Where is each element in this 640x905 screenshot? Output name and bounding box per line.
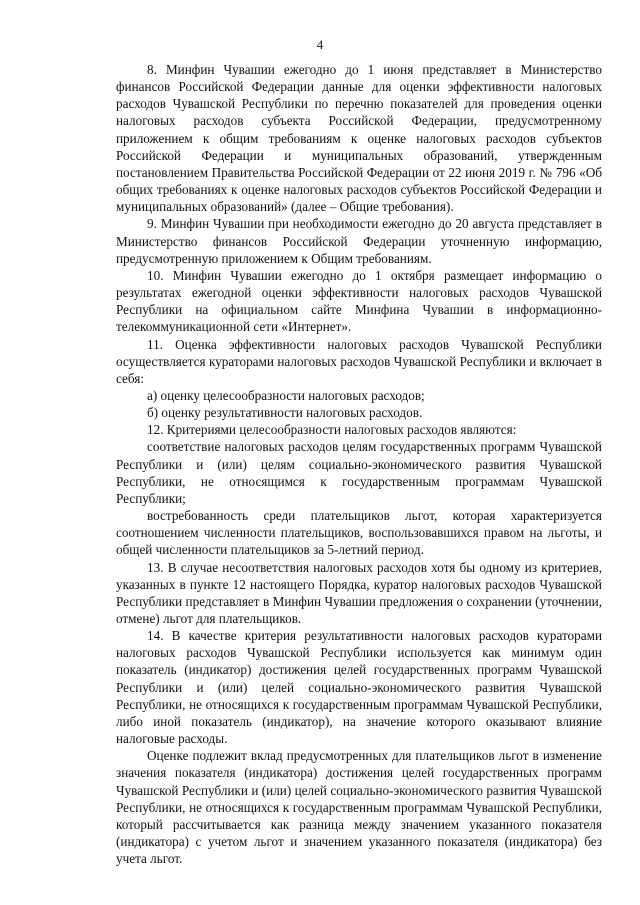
paragraph-13: 13. В случае несоответствия налоговых расходов хотя бы одному из критериев, указанных в пункте 12 настоящего Порядка, куратор налоговых расходов Чувашской Республики представляет в Минфин Чувашии предложения о сохранении (уточнении, отмене) льгот для плательщиков. [116, 559, 602, 626]
paragraph-14: 14. В качестве критерия результативности налоговых расходов кураторами налоговых расходов Чувашской Республики используется как минимум один показатель (индикатор) достижения целей государственных программ Чувашской Республики и (или) целей социально-экономического развития Чувашской Республики, не относящихся к государственным программам Чувашской Республики, либо иной показатель (индикатор), на значение которого оказывают влияние налоговые расходы. [116, 628, 602, 747]
page-number: 4 [316, 37, 324, 52]
paragraph-14-continuation: Оценке подлежит вклад предусмотренных для плательщиков льгот в изменение значения показателя (индикатора) достижения целей государственных программ Чувашской Республики и (или) целей социально-экономического развития Чувашской Республики, не относящихся к государственным программам Чувашской Республики, который рассчитывается как разница между значением указанного показателя (индикатора) с учетом льгот и значением указанного показателя (индикатора) без учета льгот. [116, 748, 602, 867]
paragraph-10: 10. Минфин Чувашии ежегодно до 1 октября размещает информацию о результатах ежегодной оценки эффективности налоговых расходов Чувашской Республики на официальном сайте Минфина Чувашии в информационно-телекоммуникационной сети «Интернет». [116, 267, 602, 335]
paragraph-12: 12. Критериями целесообразности налоговых расходов являются: [147, 422, 517, 438]
paragraph-8: 8. Минфин Чувашии ежегодно до 1 июня представляет в Министерство финансов Российской Федерации данные для оценки эффективности налоговых расходов Чувашской Республики по перечню показателей для проведения оценки налоговых расходов субъекта Российской Федерации, предусмотренному приложением к общим требованиям к оценке налоговых расходов субъектов Российской Федерации и муниципальных образований, утвержденным постановлением Правительства Российской Федерации от 22 июня 2019 г. № 796 «Об общих требованиях к оценке налоговых расходов субъектов Российской Федерации и муниципальных образований» (далее – Общие требования). [116, 62, 602, 215]
paragraph-11-item-a: а) оценку целесообразности налоговых расходов; [147, 387, 425, 403]
paragraph-12-criterion-2: востребованность среди плательщиков льгот, которая характеризуется соотношением численности плательщиков, воспользовавшихся правом на льготы, и общей численности плательщиков за 5-летний период. [116, 508, 602, 558]
paragraph-12-criterion-1: соответствие налоговых расходов целям государственных программ Чувашской Республики и (или) целям социально-экономического развития Чувашской Республики, не относящимся к государственным программам Чувашской Республики; [116, 439, 602, 506]
paragraph-11-item-b: б) оценку результативности налоговых расходов. [147, 405, 423, 421]
paragraph-11: 11. Оценка эффективности налоговых расходов Чувашской Республики осуществляется кураторами налоговых расходов Чувашской Республики и включает в себя: [116, 336, 602, 386]
paragraph-9: 9. Минфин Чувашии при необходимости ежегодно до 20 августа представляет в Министерство финансов Российской Федерации уточненную информацию, предусмотренную приложением к Общим требованиям. [116, 216, 602, 266]
document-body [116, 61, 602, 867]
